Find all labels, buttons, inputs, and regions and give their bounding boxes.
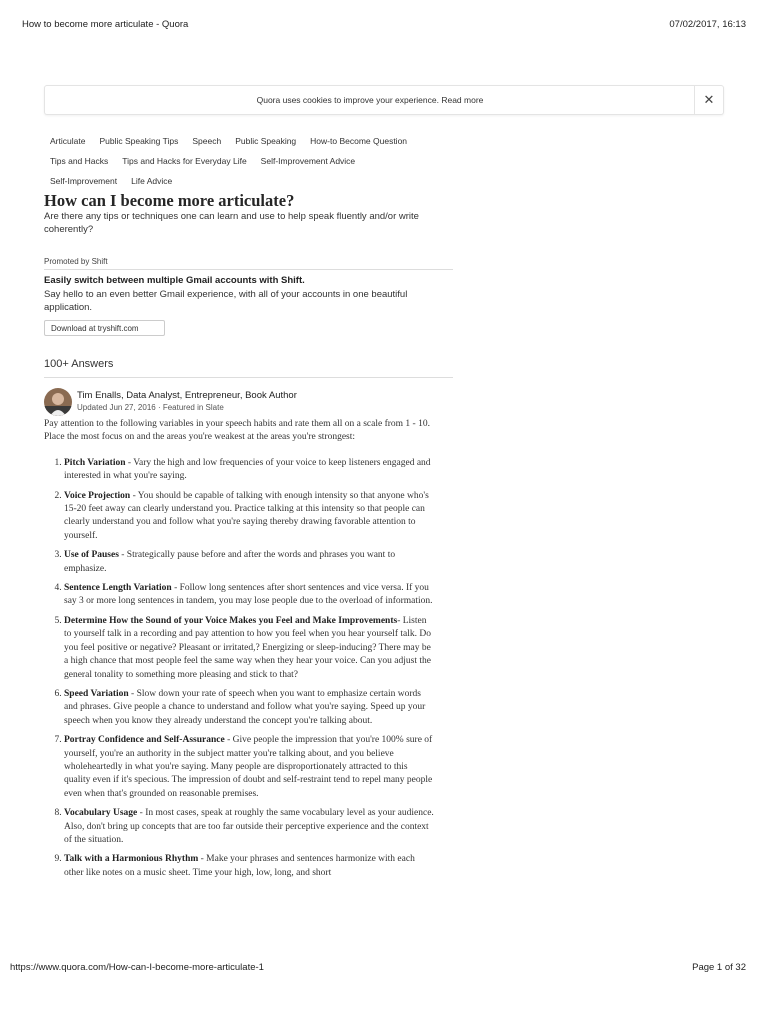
- answer-body: [44, 418, 436, 886]
- tip-text: - Strategically pause before and after the words and phrases you want to emphasize.: [64, 550, 396, 574]
- question-details: Are there any tips or techniques one can learn and use to help speak fluently and/or write coherently?: [44, 211, 419, 235]
- topic-tag[interactable]: Self-Improvement: [50, 176, 118, 186]
- divider: [44, 269, 453, 270]
- tip-term: Vocabulary Usage: [64, 808, 138, 819]
- tip-text: - In most cases, speak at roughly the same vocabulary level as your audience. Also, don't bring up concepts that are too far outside their perceptive experience and the context of the situation.: [64, 808, 434, 845]
- topic-tag[interactable]: Public Speaking Tips: [99, 136, 179, 146]
- tip-term: Sentence Length Variation: [64, 583, 172, 594]
- tip-text: - Make your phrases and sentences harmonize with each other like notes on a music sheet. Time your high, low, long, and short: [64, 854, 415, 878]
- tip-term: Voice Projection: [64, 490, 131, 501]
- list-item: [64, 457, 436, 484]
- list-item: [64, 853, 436, 880]
- tips-list: [44, 457, 436, 880]
- topic-tag[interactable]: Life Advice: [131, 176, 173, 186]
- print-header: [22, 19, 746, 33]
- answer-meta: Updated Jun 27, 2016 · Featured in Slate: [77, 403, 224, 412]
- tip-text: - You should be capable of talking with enough intensity so that anyone who's 15-20 feet away can clearly understand you. Practice talking at this intensity so that people can clearly understand you and follow what you're saying thereby drawing favorable attention to yourself.: [64, 490, 429, 541]
- author-name[interactable]: Tim Enalls: [77, 390, 121, 401]
- topic-tag[interactable]: Speech: [192, 136, 222, 146]
- tip-term: Speed Variation: [64, 688, 129, 699]
- tip-text: - Vary the high and low frequencies of your voice to keep listeners engaged and interested in what you're saying.: [64, 457, 431, 482]
- promo-download-button[interactable]: Download at tryshift.com: [44, 320, 165, 336]
- print-footer: [10, 962, 746, 976]
- author-line: [77, 390, 297, 401]
- answer-intro: Pay attention to the following variables in your speech habits and rate them all on a scale from 1 - 10. Place the most focus on and the areas you're weakest at the areas you're strongest:: [44, 419, 430, 443]
- list-item: [64, 807, 436, 847]
- cookie-banner: [44, 85, 724, 115]
- tip-text: - Slow down your rate of speech when you want to emphasize certain words and phrases. Give people a chance to understand and follow what you're saying. Speed up your speech when you know they already understand the concept you're talking about.: [64, 688, 426, 726]
- list-item: [64, 490, 436, 544]
- list-item: [64, 549, 436, 576]
- print-header-datetime: 07/02/2017, 16:13: [669, 19, 746, 30]
- list-item: [64, 582, 436, 609]
- promo-body: Say hello to an even better Gmail experience, with all of your accounts in one beautiful application.: [44, 289, 408, 313]
- promoted-label: Promoted by Shift: [44, 257, 108, 266]
- cookie-banner-text[interactable]: Quora uses cookies to improve your experience. Read more: [256, 95, 484, 105]
- tip-text: - Follow long sentences after short sentences and vice versa. If you say 3 or more long sentences in tandem, you may lose people due to the overload of information.: [64, 583, 433, 607]
- list-item: [64, 688, 436, 728]
- tip-term: Pitch Variation: [64, 457, 126, 468]
- tip-term: Determine How the Sound of your Voice Makes you Feel and Make Improvements: [64, 615, 398, 626]
- tip-text: - Give people the impression that you're 100% sure of yourself, you're an authority in the subject matter you're talking about, and you believe wholeheartedly in what you're saying. Many people are disproportionately attracted to this quality even if it's specious. The impression of doubt and self-restraint tend to repel many people even when that's grounded on reasonable premises.: [64, 735, 433, 799]
- avatar[interactable]: [44, 388, 72, 416]
- topic-tag[interactable]: Tips and Hacks: [50, 156, 109, 166]
- close-icon[interactable]: ✕: [694, 86, 723, 114]
- tip-text: - Listen to yourself talk in a recording and pay attention to how you feel when you hear yourself talk. Do you feel positive or negative? Pleasant or irritated,? Energizing or sleep-inducing? There may be a high chance that most people feel the same way when they hear your voice. Can you adjust the general tonality to something more pleasing and stick to that?: [64, 615, 431, 680]
- tip-term: Talk with a Harmonious Rhythm: [64, 854, 199, 865]
- topic-tag[interactable]: Public Speaking: [235, 136, 297, 146]
- list-item: [64, 615, 436, 682]
- topic-list: [44, 131, 464, 191]
- topic-tag[interactable]: Self-Improvement Advice: [260, 156, 356, 166]
- author-credential: , Data Analyst, Entrepreneur, Book Author: [121, 390, 297, 401]
- list-item: [64, 734, 436, 801]
- print-header-title: How to become more articulate - Quora: [22, 19, 189, 30]
- answers-count: 100+ Answers: [44, 358, 114, 370]
- page-number: Page 1 of 32: [692, 962, 746, 973]
- promo-title[interactable]: Easily switch between multiple Gmail accounts with Shift.: [44, 275, 305, 286]
- tip-term: Portray Confidence and Self-Assurance: [64, 735, 225, 746]
- tip-term: Use of Pauses: [64, 550, 119, 561]
- topic-tag[interactable]: Tips and Hacks for Everyday Life: [122, 156, 247, 166]
- divider: [44, 377, 453, 378]
- topic-tag[interactable]: How-to Become Question: [310, 136, 408, 146]
- question-title: How can I become more articulate?: [44, 191, 295, 210]
- topic-tag[interactable]: Articulate: [50, 136, 86, 146]
- print-footer-url: https://www.quora.com/How-can-I-become-more-articulate-1: [10, 962, 264, 973]
